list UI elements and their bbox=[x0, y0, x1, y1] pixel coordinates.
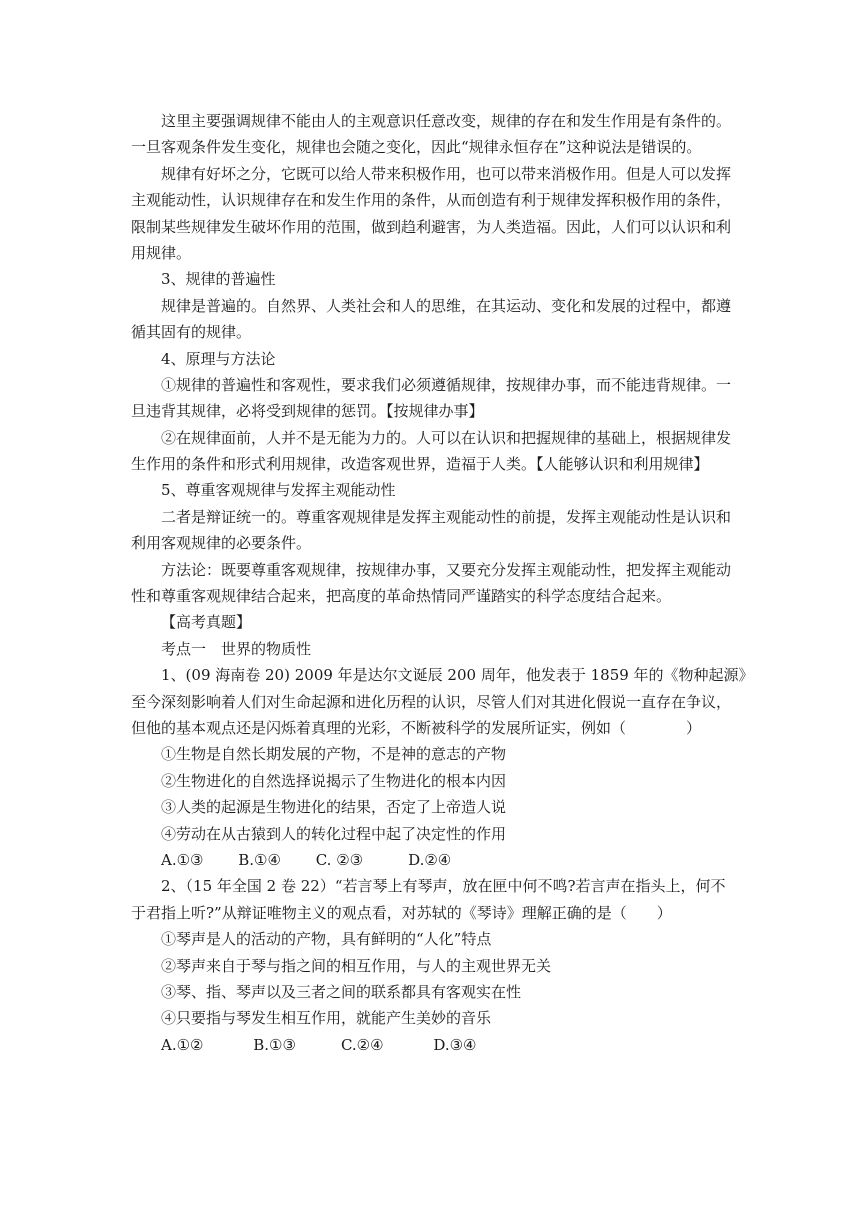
text-line: 但他的基本观点还是闪烁着真理的光彩，不断被科学的发展所证实，例如（ ） bbox=[131, 718, 702, 737]
text-line: ④只要指与琴发生相互作用，就能产生美妙的音乐 bbox=[161, 1009, 492, 1028]
text-line: ②生物进化的自然选择说揭示了生物进化的根本内因 bbox=[161, 771, 507, 790]
text-line: ①规律的普遍性和客观性，要求我们必须遵循规律，按规律办事，而不能违背规律。一 bbox=[161, 375, 732, 394]
text-line: ②琴声来自于琴与指之间的相互作用，与人的主观世界无关 bbox=[161, 956, 552, 975]
text-line: 二者是辩证统一的。尊重客观规律是发挥主观能动性的前提，发挥主观能动性是认识和 bbox=[161, 507, 732, 526]
text-line: 这里主要强调规律不能由人的主观意识任意改变，规律的存在和发生作用是有条件的。 bbox=[161, 112, 732, 130]
text-line: ①生物是自然长期发展的产物，不是神的意志的产物 bbox=[161, 745, 507, 764]
text-line: 利用客观规律的必要条件。 bbox=[131, 534, 312, 553]
text-line: ②在规律面前，人并不是无能为力的。人可以在认识和把握规律的基础上，根据规律发 bbox=[161, 428, 732, 447]
text-line: 3、规律的普遍性 bbox=[161, 270, 276, 289]
text-line: 方法论：既要尊重客观规律，按规律办事，又要充分发挥主观能动性，把发挥主观能动 bbox=[161, 560, 732, 579]
document-page bbox=[131, 108, 754, 1058]
text-line: 循其固有的规律。 bbox=[131, 323, 252, 342]
text-line: 旦违背其规律，必将受到规律的惩罚。【按规律办事】 bbox=[131, 402, 484, 421]
text-line: A.①③ B.①④ C. ②③ D.②④ bbox=[161, 850, 452, 869]
text-line: 限制某些规律发生破坏作用的范围，做到趋利避害，为人类造福。因此，人们可以认识和利 bbox=[131, 217, 732, 236]
text-line: 4、原理与方法论 bbox=[161, 349, 276, 368]
text-line: A.①② B.①③ C.②④ D.③④ bbox=[161, 1035, 477, 1054]
text-line: 考点一 世界的物质性 bbox=[161, 639, 312, 658]
text-line: 5、尊重客观规律与发挥主观能动性 bbox=[161, 481, 396, 500]
text-line: 2、（15 年全国 2 卷 22）“若言琴上有琴声，放在匣中何不鸣?若言声在指头上，何不 bbox=[161, 877, 726, 896]
text-line: 【高考真题】 bbox=[161, 613, 252, 632]
text-line: ③琴、指、琴声以及三者之间的联系都具有客观实在性 bbox=[161, 982, 522, 1001]
text-line: 性和尊重客观规律结合起来，把高度的革命热情同严谨踏实的科学态度结合起来。 bbox=[131, 587, 672, 606]
text-line: ③人类的起源是生物进化的结果，否定了上帝造人说 bbox=[161, 798, 507, 817]
text-line: 至今深刻影响着人们对生命起源和进化历程的认识，尽管人们对其进化假说一直存在争议， bbox=[131, 692, 732, 711]
text-line: 用规律。 bbox=[131, 243, 192, 262]
text-line: 规律是普遍的。自然界、人类社会和人的思维，在其运动、变化和发展的过程中，都遵 bbox=[161, 296, 732, 315]
text-line: 1、(09 海南卷 20) 2009 年是达尔文诞辰 200 周年，他发表于 1859 年的《物种起源》 bbox=[161, 666, 754, 685]
text-line: 生作用的条件和形式利用规律，改造客观世界，造福于人类。【人能够认识和利用规律】 bbox=[131, 455, 709, 474]
text-line: 规律有好坏之分，它既可以给人带来积极作用，也可以带来消极作用。但是人可以发挥 bbox=[161, 164, 732, 183]
text-line: ①琴声是人的活动的产物，具有鲜明的“人化”特点 bbox=[161, 930, 492, 949]
text-line: 一旦客观条件发生变化，规律也会随之变化，因此“规律永恒存在”这种说法是错误的。 bbox=[131, 138, 702, 157]
text-line: 主观能动性，认识规律存在和发生作用的条件，从而创造有利于规律发挥积极作用的条件， bbox=[131, 191, 732, 210]
text-line: ④劳动在从古猿到人的转化过程中起了决定性的作用 bbox=[161, 824, 507, 843]
text-line: 于君指上听?”从辩证唯物主义的观点看，对苏轼的《琴诗》理解正确的是（ ） bbox=[131, 903, 672, 922]
